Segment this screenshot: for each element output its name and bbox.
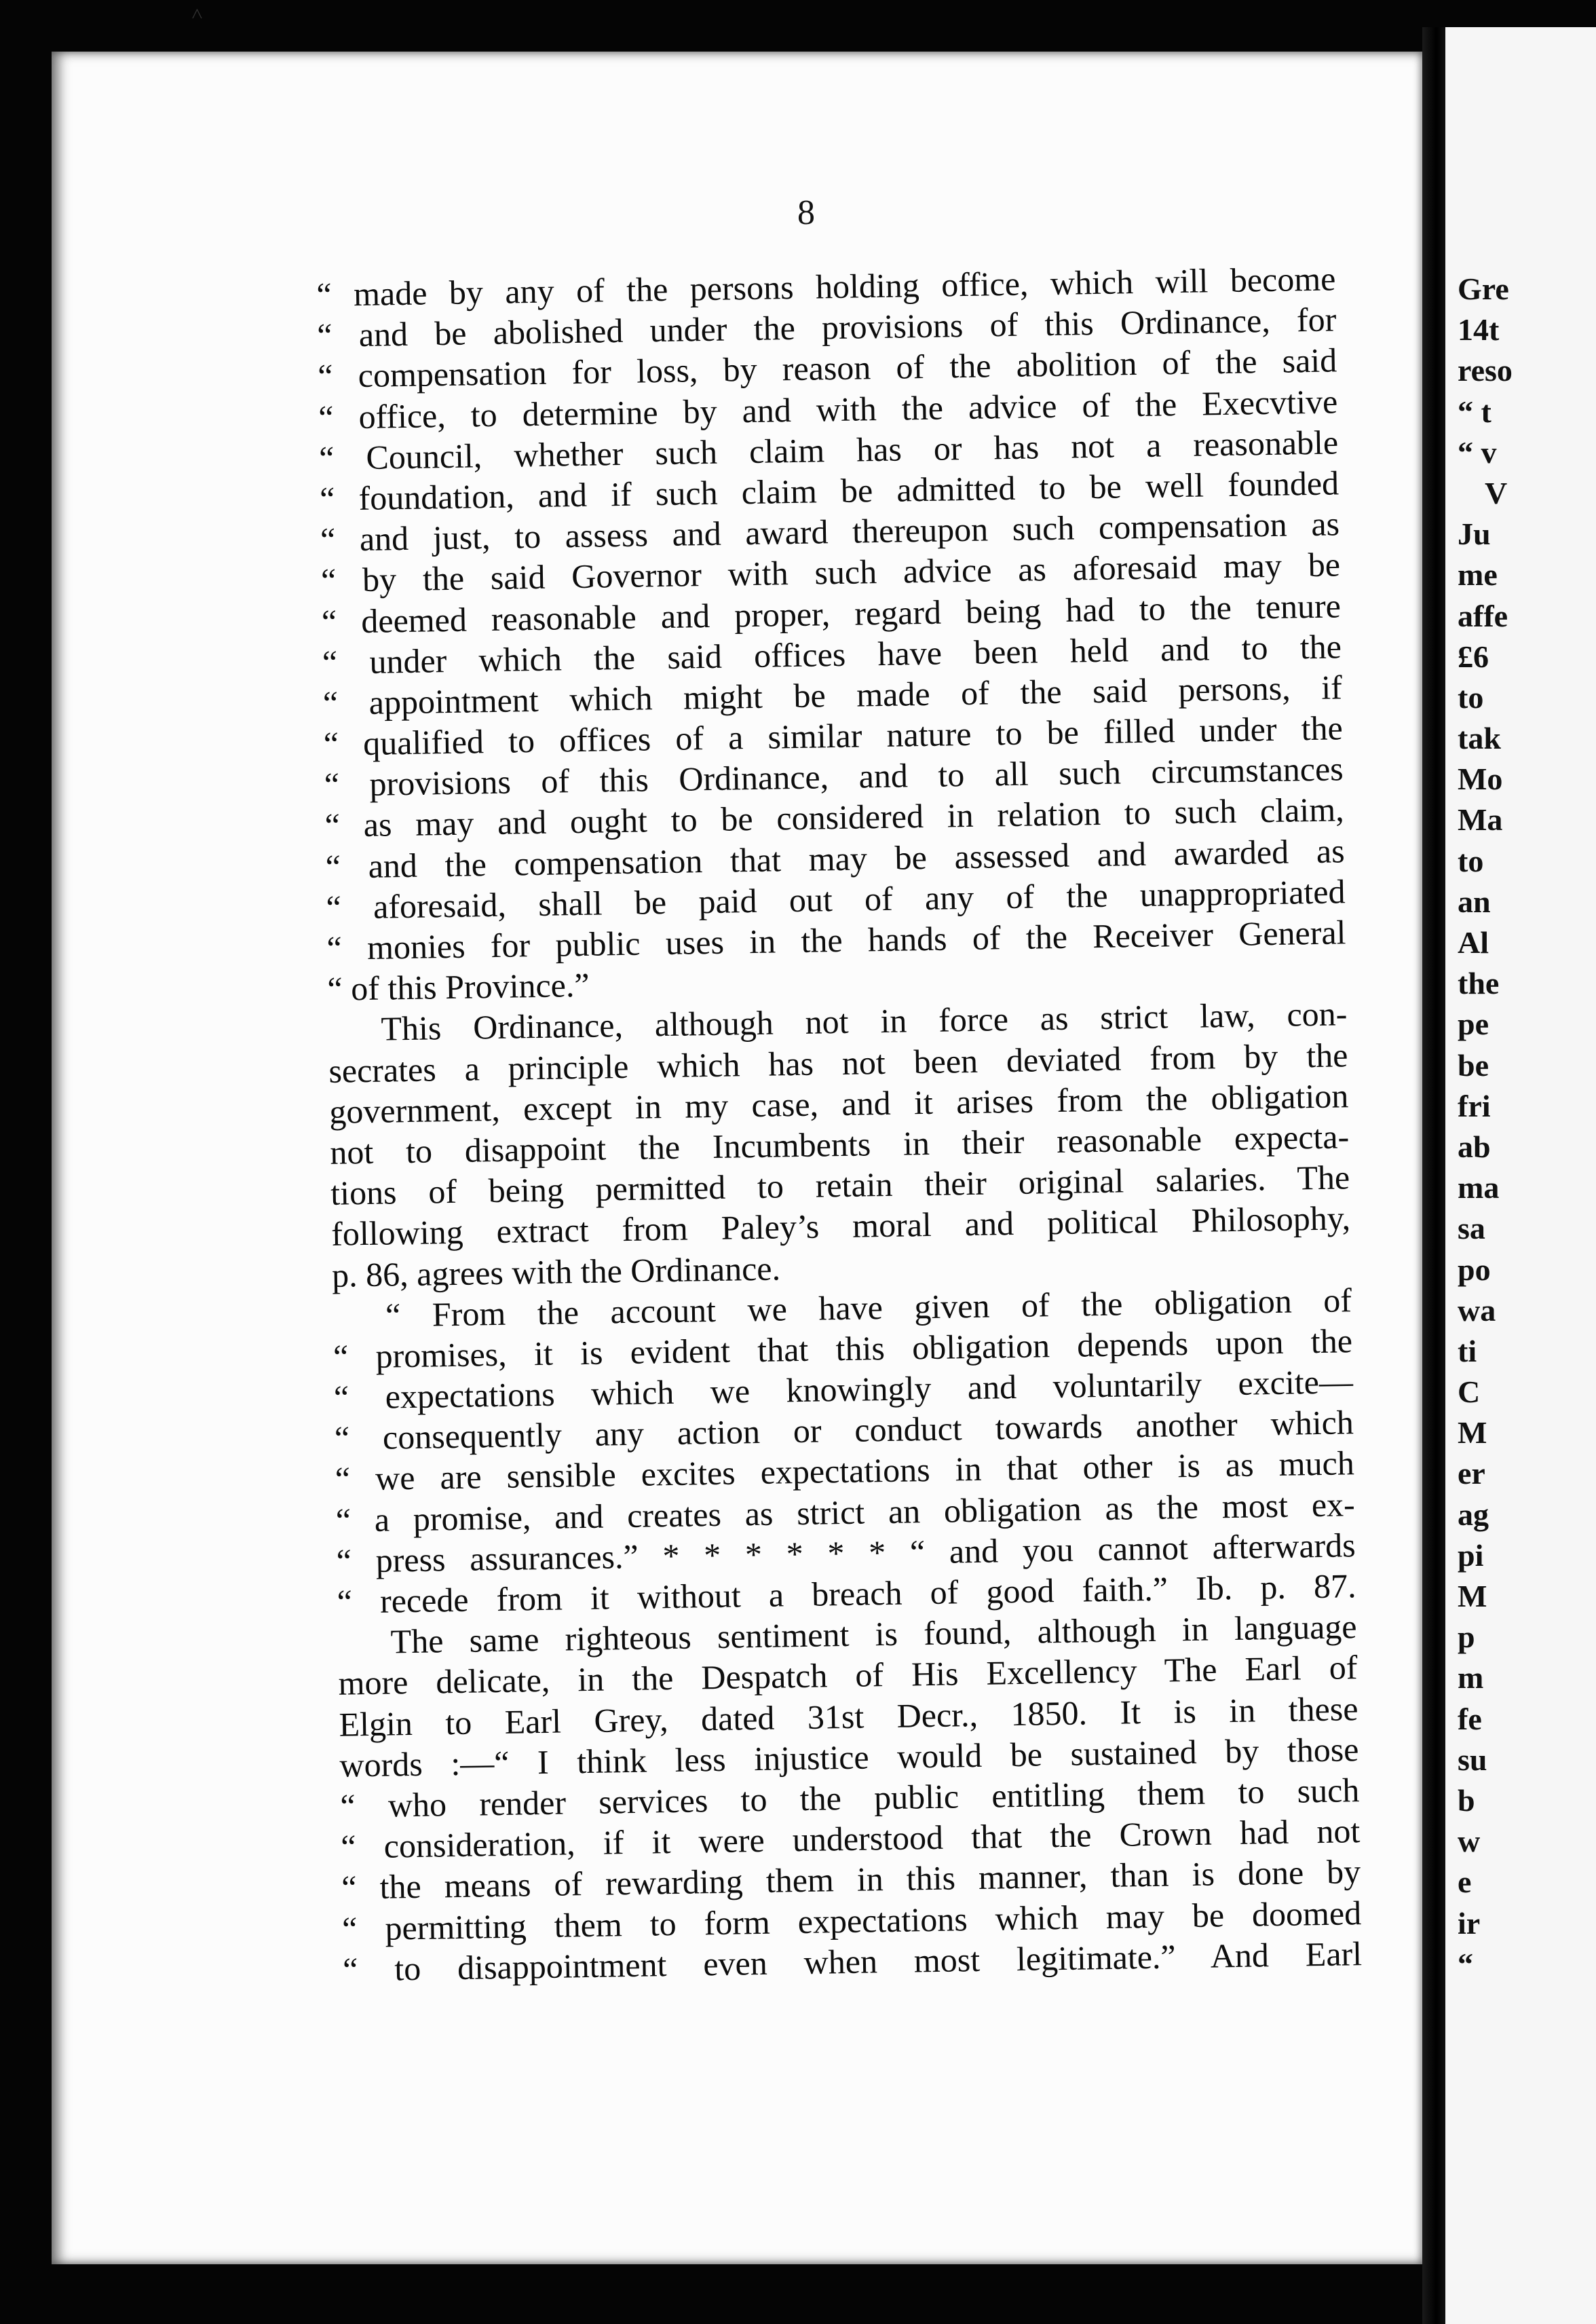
text-line: “ and be abolished under the provisions of this Ordinance, for — [316, 300, 1337, 355]
text-line: “ we are sensible excites expectations in that other is as much — [335, 1444, 1355, 1499]
facing-page-fragment: e — [1458, 1864, 1472, 1900]
text-line: “ monies for public uses in the hands of the Receiver General — [326, 913, 1346, 967]
text-line: “ a promise, and creates as strict an obligation as the most ex- — [335, 1484, 1356, 1539]
facing-page-fragment: po — [1458, 1252, 1491, 1287]
text-line: “ under which the said offices have been held and to the — [322, 627, 1342, 681]
facing-page-fragment: M — [1458, 1579, 1487, 1613]
facing-page-fragment: “ t — [1458, 394, 1492, 429]
facing-page-fragment: pi — [1458, 1537, 1484, 1573]
text-line: p. 86, agrees with the Ordinance. — [331, 1248, 781, 1294]
facing-page-text — [1458, 269, 1596, 1985]
text-line: “ consideration, if it were understood that the Crown had not — [340, 1812, 1361, 1866]
facing-page-fragment: w — [1458, 1824, 1481, 1859]
facing-page-fragment: an — [1458, 884, 1491, 919]
facing-page-fragment: er — [1458, 1456, 1485, 1491]
facing-page-fragment: to — [1458, 679, 1484, 715]
facing-page-fragment: Ma — [1458, 802, 1503, 838]
text-line: tions of being permitted to retain their original salaries. The — [330, 1158, 1350, 1212]
facing-page-fragment: M — [1458, 1415, 1487, 1450]
text-line: “ office, to determine by and with the advice of the Execvtive — [318, 381, 1338, 436]
facing-page-fragment: Ju — [1458, 517, 1491, 552]
text-line: “ expectations which we knowingly and voluntarily excite— — [333, 1362, 1354, 1417]
text-line: “ recede from it without a breach of good faith.” Ib. p. 87. — [337, 1567, 1356, 1621]
text-line: “ promises, it is evident that this obligation depends upon the — [332, 1322, 1353, 1376]
facing-page-fragment: sa — [1458, 1211, 1485, 1246]
facing-page-fragment: “ — [1458, 1946, 1473, 1981]
text-line: “ permitting them to form expectations which may be doomed — [341, 1893, 1362, 1948]
text-line: “ to disappointment even when most legitimate.” And Earl — [342, 1934, 1363, 1989]
text-line: The same righteous sentiment is found, although in language — [390, 1607, 1357, 1661]
facing-page-fragment: “ v — [1458, 434, 1497, 470]
text-line: following extract from Paley’s moral and political Philosophy, — [330, 1199, 1351, 1254]
text-line: Elgin to Earl Grey, dated 31st Decr., 1850. It is in these — [339, 1689, 1358, 1744]
text-line: “ as may and ought to be considered in relation to such claim, — [324, 790, 1345, 845]
text-line: “ compensation for loss, by reason of the abolition of the said — [317, 341, 1337, 396]
text-line: “ qualified to offices of a similar nature to be filled under the — [323, 709, 1344, 763]
text-line: “ From the account we have given of the obligation of — [385, 1280, 1352, 1334]
text-line: “ by the said Governor with such advice as aforesaid may be — [320, 545, 1341, 600]
facing-page-fragment: su — [1458, 1742, 1487, 1777]
facing-page-fragment: p — [1458, 1619, 1475, 1655]
text-line: “ consequently any action or conduct towards another which — [334, 1403, 1354, 1458]
facing-page-fragment: pe — [1458, 1007, 1489, 1042]
text-line: government, except in my case, and it arises from the obligation — [328, 1076, 1349, 1131]
text-line: “ provisions of this Ordinance, and to all such circumstances — [324, 749, 1344, 804]
facing-page-fragment: me — [1458, 557, 1498, 593]
body-text — [316, 258, 1363, 1989]
text-line: “ and just, to assess and award thereupon such compensation as — [320, 504, 1340, 559]
facing-page-fragment: fri — [1458, 1088, 1491, 1123]
facing-page-fragment: fe — [1458, 1701, 1482, 1736]
facing-page-fragment: be — [1458, 1047, 1489, 1083]
facing-page-fragment: tak — [1458, 721, 1501, 756]
text-line: “ of this Province.” — [327, 965, 590, 1009]
text-line: “ made by any of the persons holding office, which will become — [316, 259, 1336, 314]
facing-page-fragment: reso — [1458, 353, 1513, 388]
facing-page-fragment: ti — [1458, 1333, 1477, 1368]
facing-page-fragment: Al — [1458, 925, 1489, 960]
text-line: “ Council, whether such claim has or has not a reasonable — [318, 423, 1339, 477]
text-line: “ aforesaid, shall be paid out of any of the unappropriated — [326, 872, 1346, 926]
facing-page-fragment: C — [1458, 1374, 1481, 1410]
text-line: “ who render services to the public entitling them to such — [340, 1771, 1360, 1825]
scan-artifact-mark: ˄ — [191, 3, 203, 25]
book-gutter — [1422, 27, 1445, 2324]
page-number-label: 8 — [797, 193, 815, 232]
facing-page-fragment: to — [1458, 843, 1484, 878]
text-line: “ foundation, and if such claim be admitted to be well founded — [319, 464, 1340, 518]
facing-page-fragment: affe — [1458, 598, 1508, 633]
facing-page-fragment: 14t — [1458, 312, 1500, 348]
facing-page-fragment: wa — [1458, 1292, 1496, 1328]
text-line: “ deemed reasonable and proper, regard being had to the tenure — [321, 586, 1342, 641]
facing-page-fragment: m — [1458, 1660, 1484, 1695]
facing-page-fragment: £6 — [1458, 639, 1489, 674]
text-line: secrates a principle which has not been deviated from by the — [328, 1035, 1348, 1090]
text-line: “ the means of rewarding them in this manner, than is done by — [341, 1852, 1361, 1907]
text-line: This Ordinance, although not in force as strict law, con- — [381, 994, 1348, 1049]
facing-page-fragment: the — [1458, 966, 1500, 1001]
facing-page-fragment: Gre — [1458, 271, 1509, 306]
text-line: words :—“ I think less injustice would be sustained by those — [339, 1729, 1359, 1784]
facing-page-fragment: Mo — [1458, 762, 1503, 797]
text-line: more delicate, in the Despatch of His Excellency The Earl of — [338, 1648, 1358, 1703]
text-line: “ and the compensation that may be assessed and awarded as — [325, 831, 1345, 886]
page-number — [0, 195, 1596, 231]
facing-page-fragment: b — [1458, 1782, 1475, 1818]
facing-page-fragment: V — [1485, 475, 1508, 510]
text-line: not to disappoint the Incumbents in their reasonable expecta- — [329, 1117, 1350, 1172]
facing-page-fragment: ab — [1458, 1129, 1491, 1164]
text-line: “ press assurances.” * * * * * * “ and you cannot afterwards — [336, 1525, 1356, 1580]
facing-page-fragment: ma — [1458, 1170, 1500, 1205]
text-line: “ appointment which might be made of the said persons, if — [322, 668, 1343, 722]
facing-page-fragment: ag — [1458, 1497, 1489, 1532]
facing-page-fragment: ir — [1458, 1905, 1481, 1941]
